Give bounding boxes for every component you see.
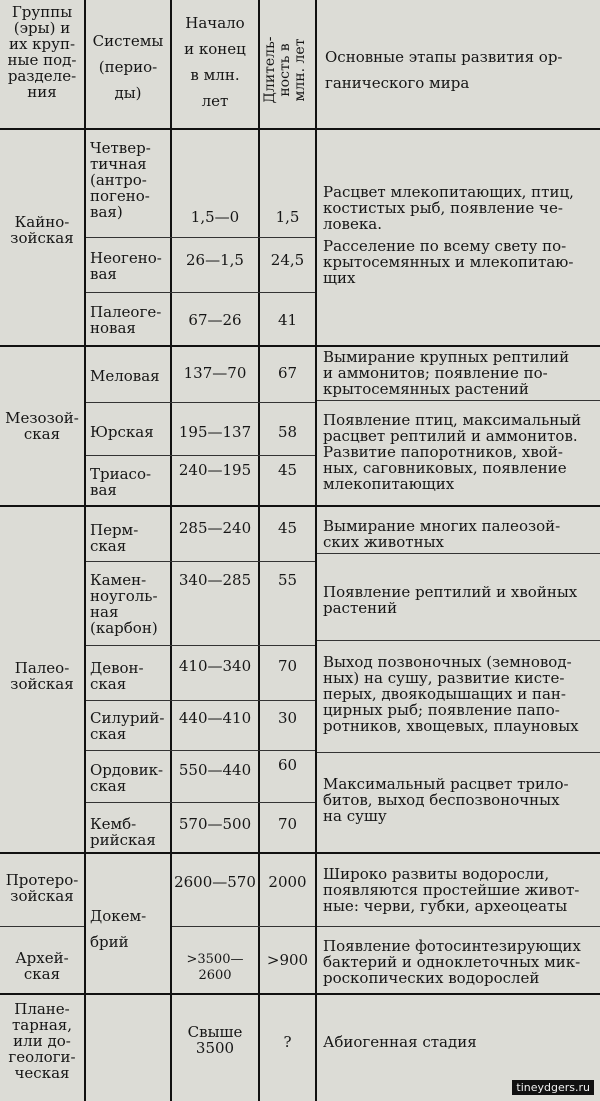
stage-archean: Появление фотосинтезирующих бактерий и одноклеточных мик- роскопических водорослей (323, 937, 581, 987)
period-neogene: Неогено- вая (90, 249, 162, 283)
stage-jurassic-triassic: Появление птиц, максимальный расцвет рептилий и аммонитов. Развитие папоротников, хвой- ных, саговниковых, появление млекопитающих (323, 411, 582, 493)
duration-ordovician: 60 (277, 756, 298, 774)
duration-triassic: 45 (277, 461, 298, 479)
range-planetary: Свыше 3500 (187, 1023, 243, 1057)
period-rule (86, 292, 315, 293)
stage-devonian-silurian: Выход позвоночных (земновод- ных) на сушу, развитие кисте- перых, двоякодышащих и пан- цирных рыб; появление папо- ротников, хвощевых, плауновых (323, 653, 579, 735)
period-carboniferous: Камен- ноуголь- ная (карбон) (90, 571, 158, 637)
duration-cambrian: 70 (277, 815, 298, 833)
range-ordovician: 550—440 (178, 761, 252, 779)
range-proterozoic: 2600—570 (174, 873, 256, 891)
stage-rule (317, 400, 600, 401)
duration-cretaceous: 67 (277, 364, 298, 382)
period-rule (86, 561, 315, 562)
stage-rule (317, 926, 600, 927)
period-cambrian: Кемб- рийская (90, 815, 156, 849)
period-ordovician: Ордовик- ская (90, 761, 164, 795)
period-cretaceous: Меловая (90, 367, 160, 385)
period-rule (86, 402, 315, 403)
era-mesozoic: Мезозой- ская (5, 409, 79, 443)
stage-permian: Вымирание многих палеозой- ских животных (323, 517, 561, 551)
col-rule-2 (170, 0, 172, 1101)
era-archean: Архей- ская (15, 949, 69, 983)
period-rule (86, 237, 315, 238)
duration-planetary: ? (283, 1033, 292, 1051)
stage-rule (317, 752, 600, 753)
range-devonian: 410—340 (178, 657, 252, 675)
stage-rule (317, 640, 600, 641)
range-permian: 285—240 (178, 519, 252, 537)
range-silurian: 440—410 (178, 709, 252, 727)
era-cenozoic: Кайно- зойская (10, 213, 74, 247)
period-quaternary: Четвер- тичная (антро- погено- вая) (90, 139, 151, 221)
period-precambrian: Докем- брий (90, 907, 147, 951)
period-permian: Перм- ская (90, 521, 139, 555)
period-rule (86, 750, 315, 751)
stage-cenozoic-1: Расцвет млекопитающих, птиц, костистых рыб, появление че- ловека. (323, 183, 574, 233)
era-planetary: Плане- тарная, или до- геологи- ческая (8, 1000, 76, 1082)
duration-quaternary: 1,5 (275, 208, 300, 226)
period-devonian: Девон- ская (90, 659, 144, 693)
duration-permian: 45 (277, 519, 298, 537)
range-archean: >3500—2600 (186, 952, 244, 983)
col-rule-4 (315, 0, 317, 1101)
duration-proterozoic: 2000 (268, 873, 307, 891)
period-rule (86, 700, 315, 701)
era-rule-archean (0, 926, 84, 927)
period-silurian: Силурий- ская (90, 709, 165, 743)
duration-devonian: 70 (277, 657, 298, 675)
duration-carboniferous: 55 (277, 571, 298, 589)
duration-paleogene: 41 (277, 311, 298, 329)
header-duration: Длитель- ность в млн. лет (262, 36, 308, 104)
range-quaternary: 1,5—0 (190, 208, 240, 226)
watermark: tineydgers.ru (512, 1080, 594, 1095)
range-carboniferous: 340—285 (178, 571, 252, 589)
period-rule (86, 455, 315, 456)
duration-archean: >900 (266, 951, 309, 969)
range-cambrian: 570—500 (178, 815, 252, 833)
period-rule (86, 645, 315, 646)
header-stages: Основные этапы развития ор- ганического мира (325, 48, 563, 92)
range-neogene: 26—1,5 (186, 251, 244, 269)
col-rule-3 (258, 0, 260, 1101)
stage-proterozoic: Широко развиты водоросли, появляются простейшие живот- ные: черви, губки, археоцеаты (323, 865, 580, 915)
era-rule-paleozoic (0, 505, 600, 507)
stage-planetary: Абиогенная стадия (323, 1033, 477, 1051)
period-jurassic: Юрская (90, 423, 154, 441)
range-paleogene: 67—26 (188, 311, 242, 329)
period-paleogene: Палеоге- новая (90, 303, 162, 337)
era-paleozoic: Палео- зойская (10, 659, 74, 693)
stage-cretaceous: Вымирание крупных рептилий и аммонитов; появление по- крытосемянных растений (323, 348, 570, 398)
duration-jurassic: 58 (277, 423, 298, 441)
stage-ordovician-cambrian: Максимальный расцвет трило- битов, выход беспозвоночных на сушу (323, 775, 569, 825)
range-triassic: 240—195 (178, 461, 252, 479)
stage-cenozoic-2: Расселение по всему свету по- крытосемянных и млекопитаю- щих (323, 237, 574, 287)
period-rule (86, 802, 315, 803)
header-groups: Группы (эры) и их круп- ные под- разделе- ния (7, 3, 77, 101)
range-cretaceous: 137—70 (183, 364, 247, 382)
stage-carboniferous: Появление рептилий и хвойных растений (323, 583, 578, 617)
period-triassic: Триасо- вая (90, 465, 152, 499)
era-rule-mesozoic (0, 345, 600, 347)
era-rule-proterozoic (0, 852, 600, 854)
header-start-end: Начало и конец в млн. лет (184, 14, 246, 110)
era-rule-planetary (0, 993, 600, 995)
duration-silurian: 30 (277, 709, 298, 727)
duration-neogene: 24,5 (270, 251, 305, 269)
precambrian-rule (172, 926, 315, 927)
header-systems: Системы (перио- ды) (92, 32, 164, 102)
era-proterozoic: Протеро- зойская (5, 871, 79, 905)
range-jurassic: 195—137 (178, 423, 252, 441)
stage-rule (317, 553, 600, 554)
col-rule-1 (84, 0, 86, 1101)
